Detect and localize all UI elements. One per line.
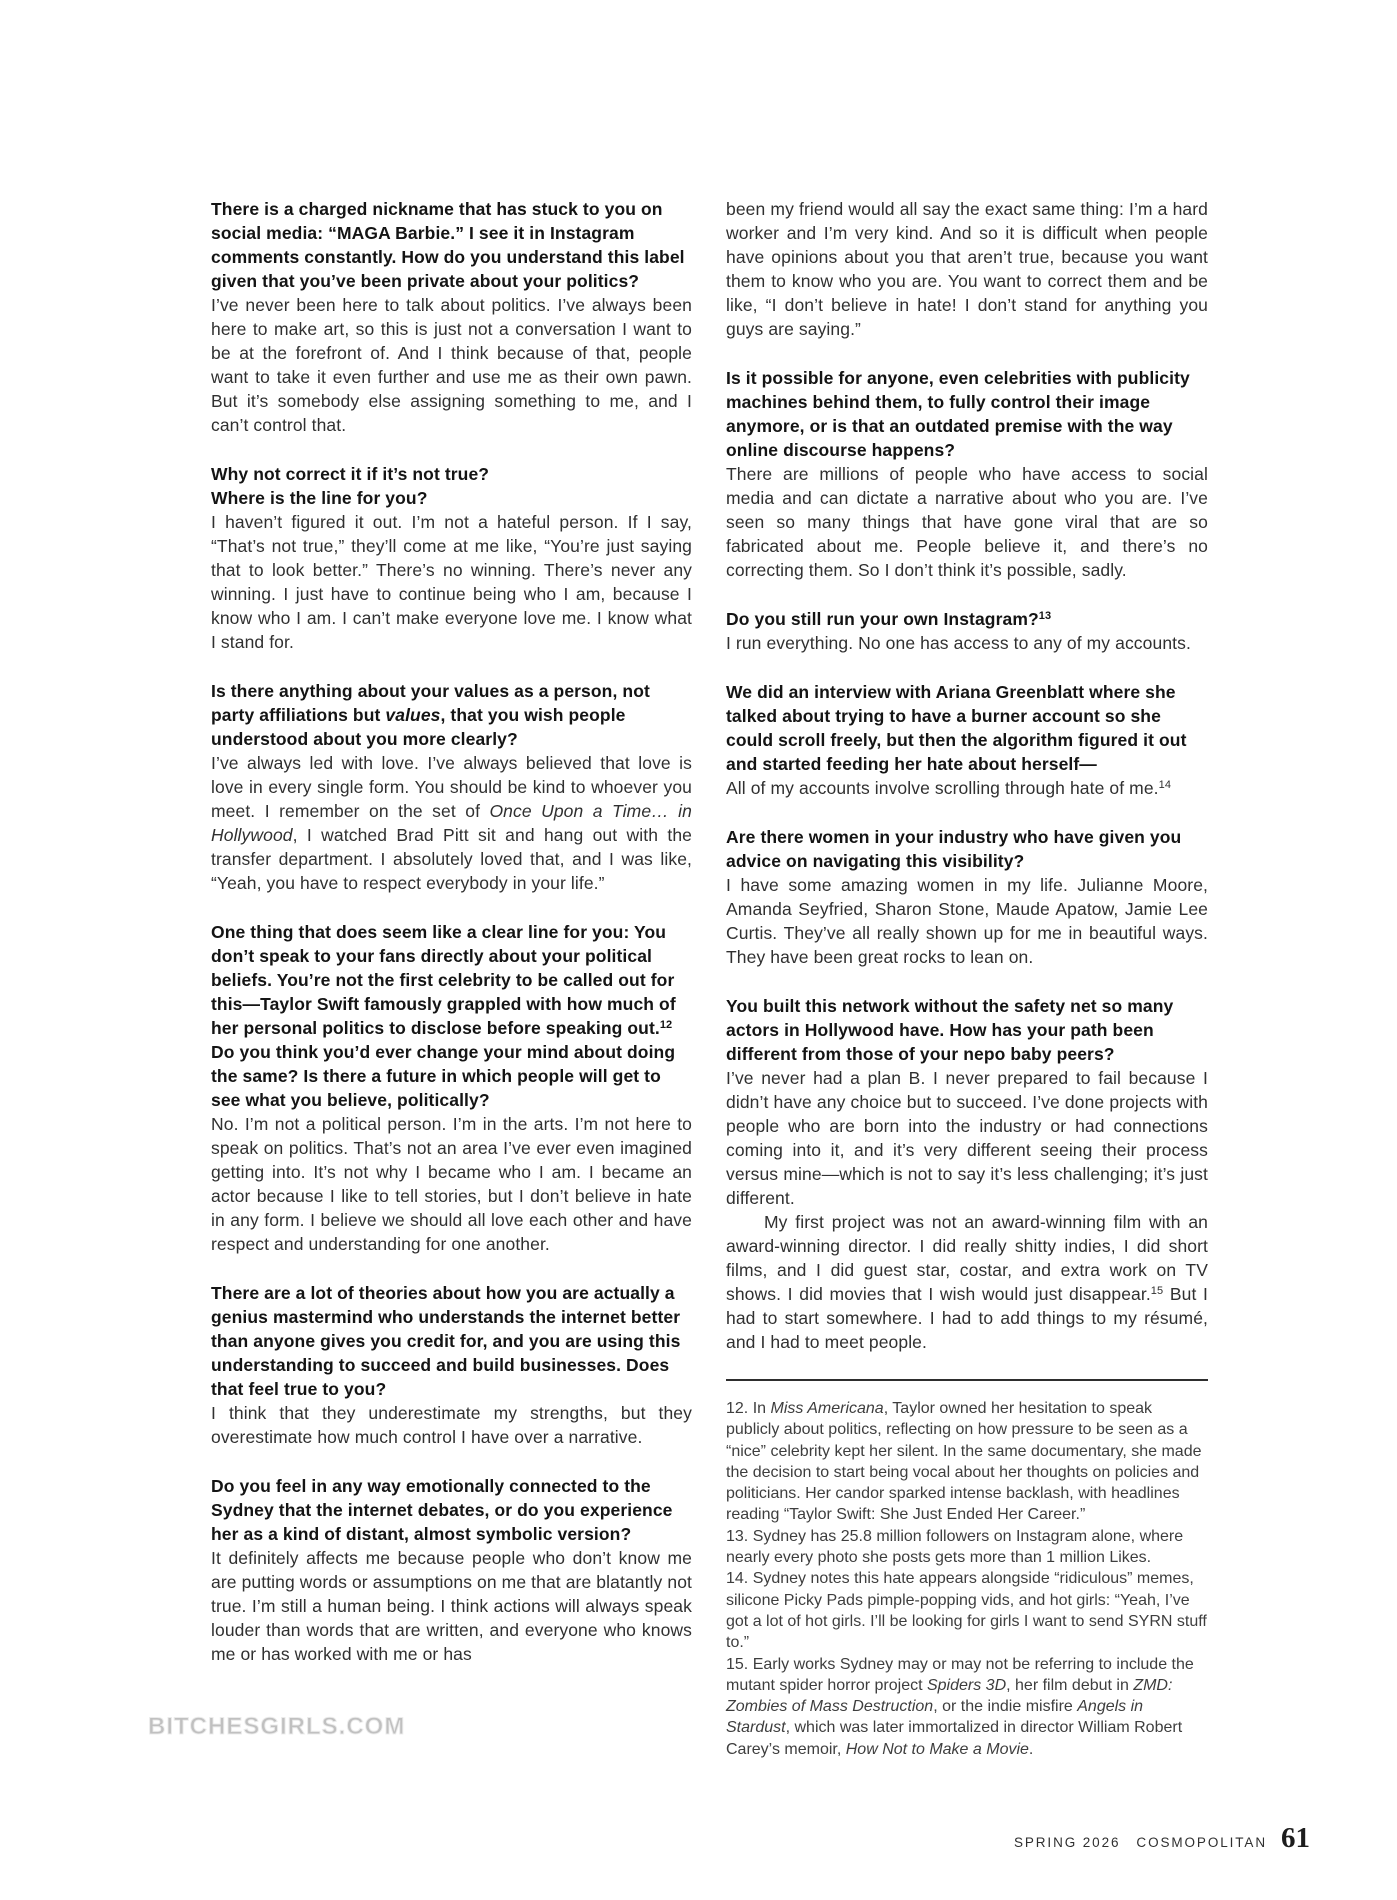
interview-answer xyxy=(726,1066,1208,1210)
text-run: I’ve never had a plan B. I never prepared to fail because I didn’t have any choice but to succeed. I’ve done projects with people who are born into the industry or had connections coming into it, and it’s very different seeing their process versus mine—which is not to say it’s less challenging; it’s just different. xyxy=(726,1068,1208,1208)
text-run: 15. Early works Sydney may or may not be referring to include the mutant spider horror project xyxy=(726,1655,1194,1694)
text-run: Is it possible for anyone, even celebrities with publicity machines behind them, to fully control their image anymore, or is that an outdated premise with the way online discourse happens? xyxy=(726,368,1190,460)
italic-title: ZMD: Zombies of Mass Destruction xyxy=(726,1676,1173,1716)
column-blocks-right xyxy=(726,197,1208,1354)
text-run: One thing that does seem like a clear line for you: You don’t speak to your fans directly about your political beliefs. You’re not the first celebrity to be called out for this—Taylor Swift famously grappled with how much of her personal politics to disclose before speaking out. xyxy=(211,922,676,1038)
text-run: Why not correct it if it’s not true? xyxy=(211,464,490,484)
text-run: Are there women in your industry who have given you advice on navigating this visibility? xyxy=(726,827,1182,871)
text-run: , or the indie misfire xyxy=(933,1698,1078,1716)
interview-answer xyxy=(726,1210,1208,1354)
interview-question xyxy=(211,1281,692,1401)
interview-answer xyxy=(726,197,1208,341)
footnotes-divider xyxy=(726,1379,1208,1381)
watermark: BITCHESGIRLS.COM xyxy=(148,1713,406,1740)
text-run: 13. Sydney has 25.8 million followers on Instagram alone, where nearly every photo she posts gets more than 1 million Likes. xyxy=(726,1527,1184,1567)
text-run: I’ve never been here to talk about politics. I’ve always been here to make art, so this is just not a conversation I want to be at the forefront of. And I think because of that, people want to take it even further and use me as their own pawn. But it’s somebody else assigning something to me, and I can’t control that. xyxy=(211,295,692,435)
interview-question xyxy=(211,1474,692,1546)
footnote-ref: 12 xyxy=(659,1019,673,1031)
footnotes xyxy=(726,1398,1208,1760)
interview-answer xyxy=(211,751,692,895)
text-run: Is there anything about your values as a person, not party affiliations but xyxy=(211,681,650,725)
interview-question xyxy=(726,607,1208,631)
text-run: , which was later immortalized in director William Robert Carey’s memoir, xyxy=(726,1719,1183,1758)
interview-answer xyxy=(726,462,1208,582)
italic-title: Miss Americana xyxy=(770,1400,884,1417)
text-run: My first project was not an award-winning film with an award-winning director. I did really shitty indies, I did short films, and I did guest star, costar, and extra work on TV shows. I did movies that I wish would just disappear. xyxy=(726,1212,1208,1304)
text-run: . xyxy=(1028,1740,1034,1758)
interview-answer xyxy=(211,1112,692,1256)
text-run: You built this network without the safety net so many actors in Hollywood have. How has your path been different from those of your nepo baby peers? xyxy=(726,996,1174,1064)
italic-title: Angels in Stardust xyxy=(726,1698,1144,1737)
interview-question xyxy=(726,825,1208,873)
text-run: All of my accounts involve scrolling through hate of me. xyxy=(726,778,1159,798)
footnote-ref: 14 xyxy=(1158,779,1172,791)
italic-title: Once Upon a Time… in Hollywood xyxy=(211,801,692,845)
text-run: I haven’t figured it out. I’m not a hateful person. If I say, “That’s not true,” they’ll come at me like, “You’re just saying that to look better.” There’s no winning. There’s never any winning. I just have to continue being who I am, because I know who I am. I can’t make everyone love me. I know what I stand for. xyxy=(211,512,692,652)
interview-question xyxy=(211,679,692,751)
text-run: I have some amazing women in my life. Julianne Moore, Amanda Seyfried, Sharon Stone, Maude Apatow, Jamie Lee Curtis. They’ve all really shown up for me in beautiful ways. They have been great rocks to lean on. xyxy=(726,875,1208,967)
text-run: But I had to start somewhere. I had to add things to my résumé, and I had to meet people. xyxy=(726,1284,1208,1352)
footer-season: SPRING 2026 xyxy=(1013,1835,1121,1850)
footnote-item xyxy=(726,1568,1208,1653)
footnote-item xyxy=(726,1526,1208,1569)
article-column-left xyxy=(211,197,692,1666)
text-run: I think that they underestimate my strengths, but they overestimate how much control I have over a narrative. xyxy=(211,1403,692,1447)
text-run: No. I’m not a political person. I’m in the arts. I’m not here to speak on politics. That’s not an area I’ve ever even imagined getting into. It’s not why I became who I am. I became an actor because I like to tell stories, but I don’t believe in hate in any form. I believe we should all love each other and have respect and understanding for one another. xyxy=(211,1114,692,1254)
interview-answer xyxy=(726,873,1208,969)
footer-page-number: 61 xyxy=(1281,1822,1310,1854)
interview-answer xyxy=(211,1546,692,1666)
text-run: , that you wish people understood about you more clearly? xyxy=(211,705,626,749)
interview-answer xyxy=(211,293,692,437)
interview-question xyxy=(726,366,1208,462)
text-run: Do you feel in any way emotionally connected to the Sydney that the internet debates, or do you experience her as a kind of distant, almost symbolic version? xyxy=(211,1476,673,1544)
interview-answer xyxy=(211,510,692,654)
interview-question xyxy=(726,994,1208,1066)
footnote-ref: 13 xyxy=(1038,610,1052,622)
interview-answer xyxy=(726,631,1208,655)
footnote-ref: 15 xyxy=(1150,1285,1164,1297)
text-run: Where is the line for you? xyxy=(211,488,428,508)
text-run: Do you think you’d ever change your mind about doing the same? Is there a future in which people will get to see what you believe, politically? xyxy=(211,1042,676,1110)
interview-answer xyxy=(211,1401,692,1449)
text-run: Do you still run your own Instagram? xyxy=(726,609,1039,629)
footnote-item xyxy=(726,1398,1208,1526)
interview-question xyxy=(211,462,692,510)
text-run: been my friend would all say the exact same thing: I’m a hard worker and I’m very kind. And so it is difficult when people have opinions about you that aren’t true, because you want them to know who you are. You want to correct them and be like, “I don’t believe in hate! I don’t stand for anything you guys are saying.” xyxy=(726,199,1208,339)
article-column-right xyxy=(726,197,1208,1760)
text-run: There are a lot of theories about how you are actually a genius mastermind who understands the internet better than anyone gives you credit for, and you are using this understanding to succeed and build businesses. Does that feel true to you? xyxy=(211,1283,681,1399)
text-run: I run everything. No one has access to any of my accounts. xyxy=(726,633,1191,653)
text-run: It definitely affects me because people who don’t know me are putting words or assumptions on me that are blatantly not true. I’m still a human being. I think actions will always speak louder than words that are written, and everyone who knows me or has worked with me or has xyxy=(211,1548,692,1664)
interview-question xyxy=(726,680,1208,776)
interview-answer xyxy=(726,776,1208,800)
text-run: There is a charged nickname that has stuck to you on social media: “MAGA Barbie.” I see it in Instagram comments constantly. How do you understand this label given that you’ve been private about your politics? xyxy=(211,199,685,291)
text-run: There are millions of people who have access to social media and can dictate a narrative about who you are. I’ve seen so many things that have gone viral that are so fabricated about me. People believe it, and there’s no correcting them. So I don’t think it’s possible, sadly. xyxy=(726,464,1208,580)
interview-question xyxy=(211,920,692,1112)
column-blocks-left xyxy=(211,197,692,1666)
page-footer xyxy=(1014,1822,1310,1855)
footnote-item xyxy=(726,1654,1208,1760)
footer-magazine-name: COSMOPOLITAN xyxy=(1136,1835,1267,1850)
text-run: 12. In xyxy=(726,1400,771,1417)
italic-title: Spiders 3D xyxy=(926,1676,1007,1694)
text-run: , Taylor owned her hesitation to speak publicly about politics, reflecting on how pressure to be seen as a “nice” celebrity kept her silent. In the same documentary, she made the decision to start being vocal about her thoughts on policies and politicians. Her candor sparked intense backlash, with headlines reading “Taylor Swift: She Just Ended Her Career.” xyxy=(726,1400,1202,1524)
text-run: We did an interview with Ariana Greenblatt where she talked about trying to have a burner account so she could scroll freely, but then the algorithm figured it out and started feeding her hate about herself— xyxy=(726,682,1187,774)
text-run: 14. Sydney notes this hate appears alongside “ridiculous” memes, silicone Picky Pads pimple-popping vids, and hot girls: “Yeah, I’ve got a lot of hot girls. I’ll be looking for girls I want to send SYRN stuff to.” xyxy=(726,1570,1207,1652)
interview-question xyxy=(211,197,692,293)
italic-title: values xyxy=(385,705,441,725)
text-run: , her film debut in xyxy=(1006,1676,1134,1694)
italic-title: How Not to Make a Movie xyxy=(845,1740,1029,1758)
text-run: , I watched Brad Pitt sit and hang out with the transfer department. I absolutely loved that, and I was like, “Yeah, you have to respect everybody in your life.” xyxy=(211,825,692,893)
text-run: I’ve always led with love. I’ve always believed that love is love in every single form. You should be kind to whoever you meet. I remember on the set of xyxy=(211,753,692,821)
